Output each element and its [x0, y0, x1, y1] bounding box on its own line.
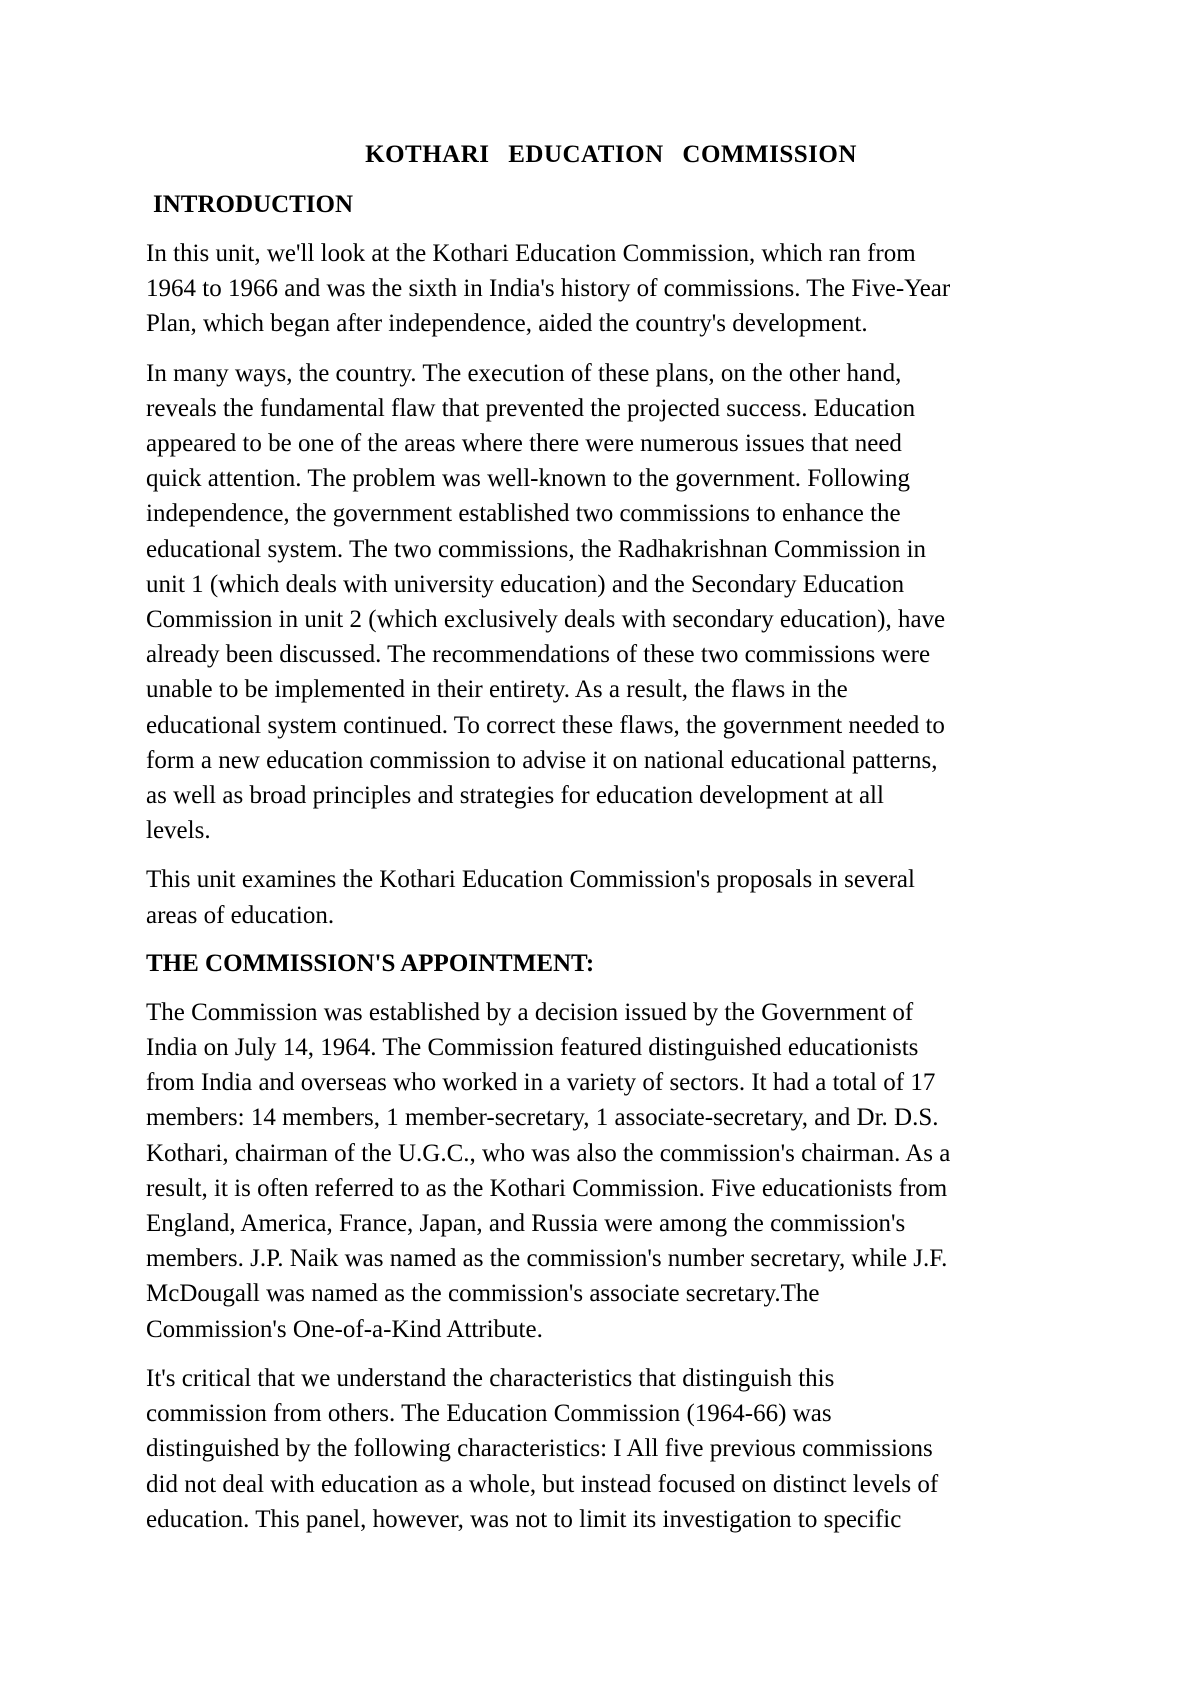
intro-paragraph-2: In many ways, the country. The execution of these plans, on the other hand, reveals the fundamental flaw that prevented the projected success. Education appeared to be one of the areas where there were numerous issues that need quick attention. The problem was well-known to the government. Following independence, the government established two commissions to enhance the educational system. The two commissions, the Radhakrishnan Commission in unit 1 (which deals with university education) and the Secondary Education Commission in unit 2 (which exclusively deals with secondary education), have already been discussed. The recommendations of these two commissions were unable to be implemented in their entirety. As a result, the flaws in the educational system continued. To correct these flaws, the government needed to form a new education commission to advise it on national educational patterns, as well as broad principles and strategies for education development at all levels. [146, 359, 946, 845]
appointment-heading: THE COMMISSION'S APPOINTMENT: [146, 949, 595, 977]
document-title: KOTHARI EDUCATION COMMISSION [365, 141, 857, 168]
appointment-paragraph-2: It's critical that we understand the characteristics that distinguish this commission from others. The Education Commission (1964-66) was distinguished by the following characteristics: I All five previous commissions did not deal with education as a whole, but instead focused on distinct levels of education. This panel, however, was not to limit its investigation to specific [146, 1364, 939, 1533]
intro-paragraph-3: This unit examines the Kothari Education Commission's proposals in several areas of education. [146, 866, 915, 929]
introduction-heading: INTRODUCTION [153, 191, 354, 218]
document-page [146, 138, 1076, 1551]
appointment-paragraph-1: The Commission was established by a decision issued by the Government of India on July 14, 1964. The Commission featured distinguished educationists from India and overseas who worked in a variety of sectors. It had a total of 17 members: 14 members, 1 member-secretary, 1 associate-secretary, and Dr. D.S. Kothari, chairman of the U.G.C., who was also the commission's chairman. As a result, it is often referred to as the Kothari Commission. Five educationists from England, America, France, Japan, and Russia were among the commission's members. J.P. Naik was named as the commission's number secretary, while J.F. McDougall was named as the commission's associate secretary.The Commission's One-of-a-Kind Attribute. [146, 998, 951, 1343]
intro-paragraph-1: In this unit, we'll look at the Kothari Education Commission, which ran from 1964 to 1966 and was the sixth in India's history of commissions. The Five-Year Plan, which began after independence, aided the country's development. [146, 240, 951, 338]
